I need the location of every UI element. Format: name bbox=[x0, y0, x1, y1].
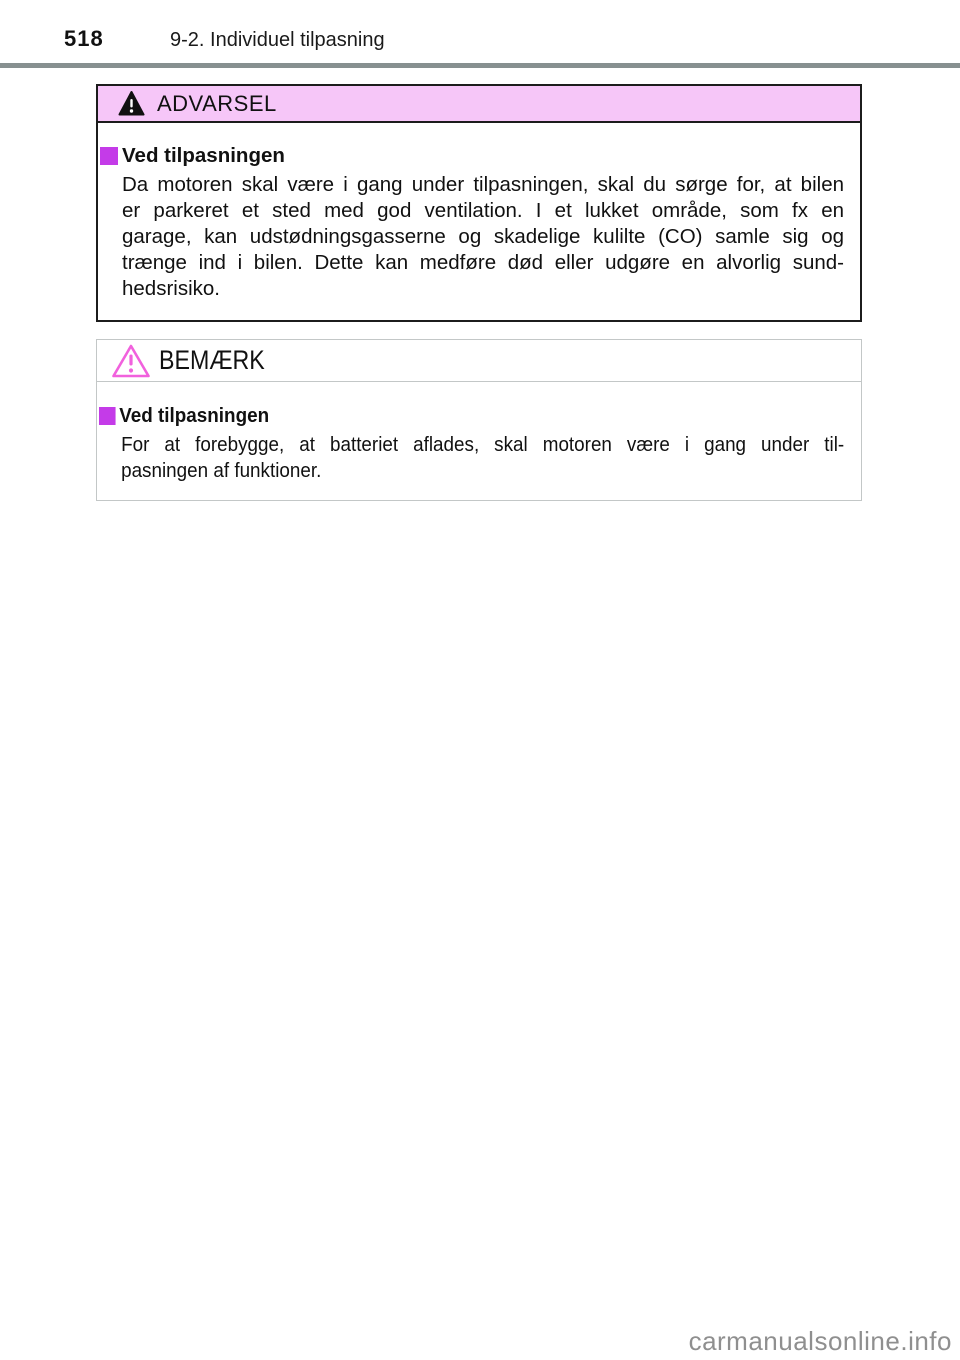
warning-heading-bullet-icon bbox=[100, 147, 118, 165]
notice-heading-bullet-icon bbox=[99, 407, 116, 425]
notice-heading: Ved tilpasningen bbox=[119, 404, 270, 427]
warning-heading-row bbox=[100, 144, 844, 168]
warning-box bbox=[96, 84, 862, 322]
warning-triangle-outline-icon bbox=[111, 343, 151, 379]
warning-box-body bbox=[98, 123, 860, 302]
section-title: 9-2. Individuel tilpasning bbox=[170, 29, 385, 51]
watermark: carmanualsonline.info bbox=[688, 1326, 952, 1356]
warning-triangle-filled-icon bbox=[118, 90, 145, 118]
notice-paragraph: For at forebygge, at batteriet aflades, skal motoren være i gang under til- pasningen af funktioner. bbox=[121, 433, 845, 482]
warning-heading: Ved tilpasningen bbox=[122, 144, 285, 167]
warning-paragraph: Da motoren skal være i gang under tilpasningen, skal du sørge for, at bilen er parkeret et sted med god ventilation. I et lukket område, som fx en garage, kan udstødningsgasserne og skadelige kulilte (CO) samle sig og trænge ind i bilen. Dette kan medføre død eller udgøre en alvorlig sund- hedsrisiko. bbox=[122, 173, 844, 300]
notice-box-header bbox=[97, 340, 861, 382]
notice-box-label: BEMÆRK bbox=[159, 345, 265, 375]
warning-box-header bbox=[98, 86, 860, 123]
notice-box-body bbox=[97, 382, 861, 484]
header-rule bbox=[0, 63, 960, 68]
notice-box bbox=[96, 339, 862, 501]
page-number: 518 bbox=[64, 26, 104, 51]
notice-heading-row bbox=[99, 404, 845, 428]
warning-box-label: ADVARSEL bbox=[157, 90, 277, 116]
